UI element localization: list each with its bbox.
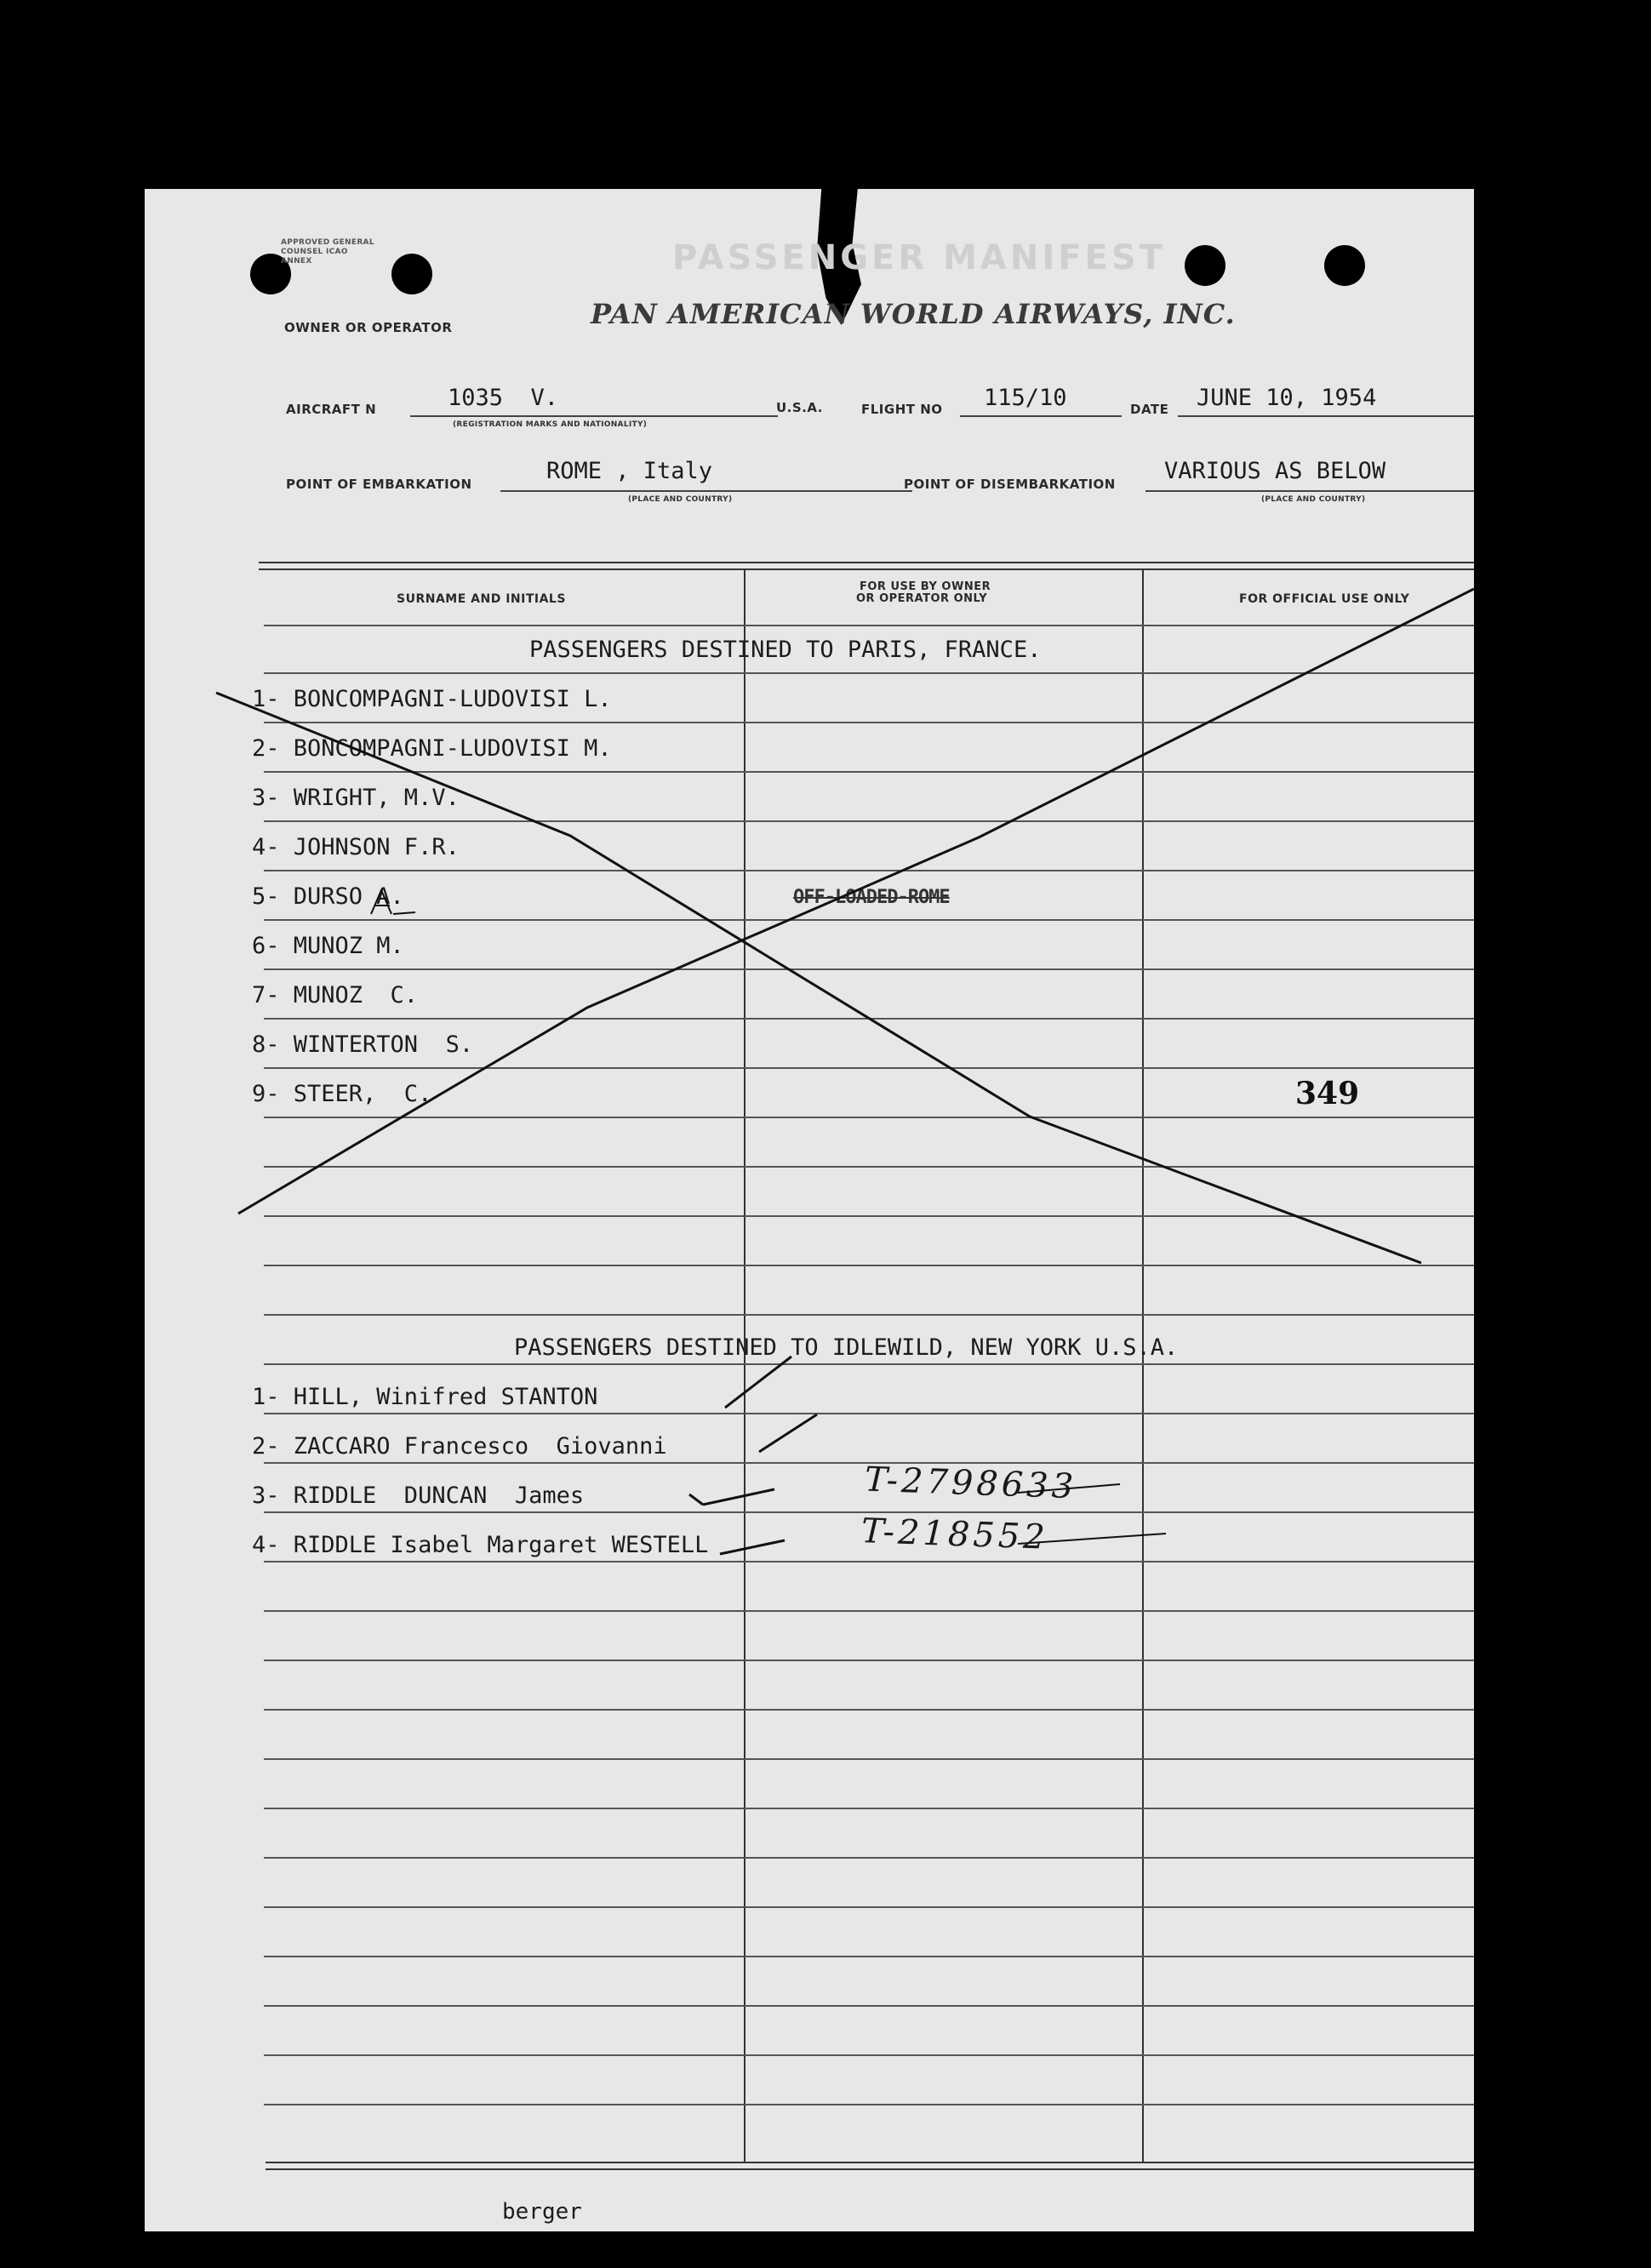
disembarkation-label: POINT OF DISEMBARKATION xyxy=(904,477,1116,492)
group2-heading: PASSENGERS DESTINED TO IDLEWILD, NEW YORK U.S.A. xyxy=(514,1334,1179,1361)
id-underline-1 xyxy=(1018,1484,1120,1493)
passenger-row: 4- JOHNSON F.R. xyxy=(252,834,460,860)
passenger-row: 5- DURSO A. xyxy=(252,883,404,910)
check-mark-2 xyxy=(759,1414,817,1452)
handwritten-id-1: T-2798633 xyxy=(864,1460,1077,1507)
embarkation-sublabel: (PLACE AND COUNTRY) xyxy=(628,495,733,504)
offloaded-strike-note: OFF-LOADED-ROME xyxy=(793,887,950,908)
disembarkation-value: VARIOUS AS BELOW xyxy=(1164,458,1386,484)
passenger-row: 3- WRIGHT, M.V. xyxy=(252,785,460,811)
col-header-surname: SURNAME AND INITIALS xyxy=(397,592,566,606)
check-mark-3 xyxy=(689,1489,774,1505)
form-title: PASSENGER MANIFEST xyxy=(672,238,1166,277)
flight-label: FLIGHT NO xyxy=(861,402,943,417)
approval-stamp: APPROVED GENERAL COUNSEL ICAO ANNEX xyxy=(281,238,374,266)
date-label: DATE xyxy=(1130,402,1169,417)
passenger-row: 2- ZACCARO Francesco Giovanni xyxy=(252,1433,667,1460)
passenger-row: 9- STEER, C. xyxy=(252,1081,432,1107)
passenger-row: 8- WINTERTON S. xyxy=(252,1031,474,1058)
handwritten-id-2: T-218552 xyxy=(860,1511,1049,1557)
embarkation-label: POINT OF EMBARKATION xyxy=(286,477,472,492)
cross-out-stroke-2 xyxy=(238,589,1474,1214)
col-header-official-use: FOR OFFICIAL USE ONLY xyxy=(1239,592,1410,606)
usa-label: U.S.A. xyxy=(776,400,823,415)
aircraft-sublabel: (REGISTRATION MARKS AND NATIONALITY) xyxy=(453,420,648,429)
check-mark-4 xyxy=(720,1540,785,1554)
handwritten-marks xyxy=(145,189,1474,2231)
embarkation-value: ROME , Italy xyxy=(546,458,713,484)
passenger-row: 1- BONCOMPAGNI-LUDOVISI L. xyxy=(252,686,612,712)
owner-label: OWNER OR OPERATOR xyxy=(284,320,453,335)
flight-value: 115/10 xyxy=(984,385,1067,411)
manifest-sheet xyxy=(145,189,1474,2231)
cross-out-stroke-1 xyxy=(216,693,1421,1263)
id-underline-2 xyxy=(1018,1534,1166,1544)
passenger-row: 4- RIDDLE Isabel Margaret WESTELL xyxy=(252,1532,709,1558)
owner-value: PAN AMERICAN WORLD AIRWAYS, INC. xyxy=(591,298,1236,330)
passenger-row: 2- BONCOMPAGNI-LUDOVISI M. xyxy=(252,735,612,762)
col-header-owner-use-1: FOR USE BY OWNER xyxy=(860,580,991,593)
group1-heading: PASSENGERS DESTINED TO PARIS, FRANCE. xyxy=(529,637,1042,663)
aircraft-label: AIRCRAFT N xyxy=(286,402,377,417)
official-number-stamp: 349 xyxy=(1295,1076,1360,1111)
col-header-owner-use-2: OR OPERATOR ONLY xyxy=(856,592,988,605)
date-value: JUNE 10, 1954 xyxy=(1197,385,1377,411)
aircraft-value: 1035 V. xyxy=(448,385,559,411)
typed-signature: berger xyxy=(502,2199,582,2225)
check-mark-1 xyxy=(725,1357,791,1408)
passenger-row: 1- HILL, Winifred STANTON xyxy=(252,1384,598,1410)
passenger-row: 6- MUNOZ M. xyxy=(252,933,404,959)
disembarkation-sublabel: (PLACE AND COUNTRY) xyxy=(1261,495,1366,504)
passenger-row: 3- RIDDLE DUNCAN James xyxy=(252,1482,585,1509)
passenger-row: 7- MUNOZ C. xyxy=(252,982,419,1008)
durso-hand-mark xyxy=(371,890,415,914)
